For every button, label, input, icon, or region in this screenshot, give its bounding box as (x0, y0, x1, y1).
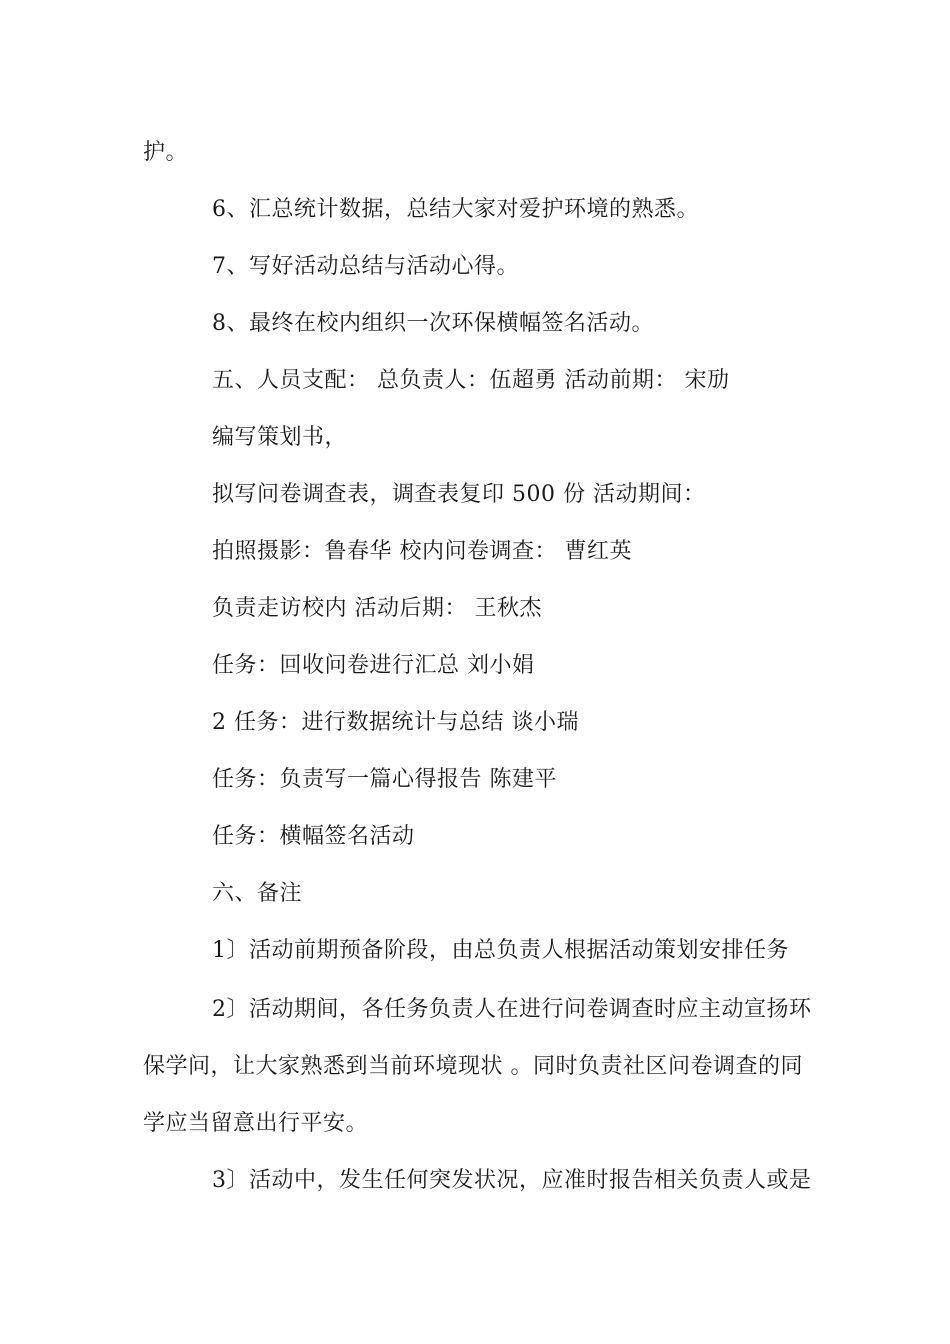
text-line-7: 拟写问卷调查表，调查表复印 500 份 活动期间： (212, 482, 706, 507)
text-line-16: 2〕活动期间，各任务负责人在进行问卷调查时应主动宣扬环 (212, 997, 812, 1022)
text-line-1: 护。 (143, 140, 189, 165)
text-line-3: 7、写好活动总结与活动心得。 (212, 254, 519, 279)
text-line-6: 编写策划书， (212, 425, 348, 450)
text-line-10: 任务：回收问卷进行汇总 刘小娟 (212, 653, 535, 678)
text-line-11: 2 任务：进行数据统计与总结 谈小瑞 (212, 710, 579, 735)
text-line-17: 保学问，让大家熟悉到当前环境现状 。同时负责社区问卷调查的同 (143, 1054, 803, 1079)
text-line-12: 任务：负责写一篇心得报告 陈建平 (212, 767, 557, 792)
text-line-19: 3〕活动中，发生任何突发状况，应准时报告相关负责人或是 (212, 1168, 812, 1193)
text-line-13: 任务：横幅签名活动 (212, 824, 415, 849)
text-line-18: 学应当留意出行平安。 (143, 1111, 369, 1136)
text-line-5: 五、人员支配： 总负责人：伍超勇 活动前期： 宋劢 (212, 368, 730, 393)
text-line-14: 六、备注 (212, 881, 303, 906)
text-line-4: 8、最终在校内组织一次环保横幅签名活动。 (212, 311, 654, 336)
text-line-2: 6、汇总统计数据，总结大家对爱护环境的熟悉。 (212, 197, 699, 222)
text-line-15: 1〕活动前期预备阶段，由总负责人根据活动策划安排任务 (212, 938, 789, 963)
text-line-9: 负责走访校内 活动后期： 王秋杰 (212, 596, 542, 621)
text-line-8: 拍照摄影：鲁春华 校内问卷调查： 曹红英 (212, 539, 632, 564)
